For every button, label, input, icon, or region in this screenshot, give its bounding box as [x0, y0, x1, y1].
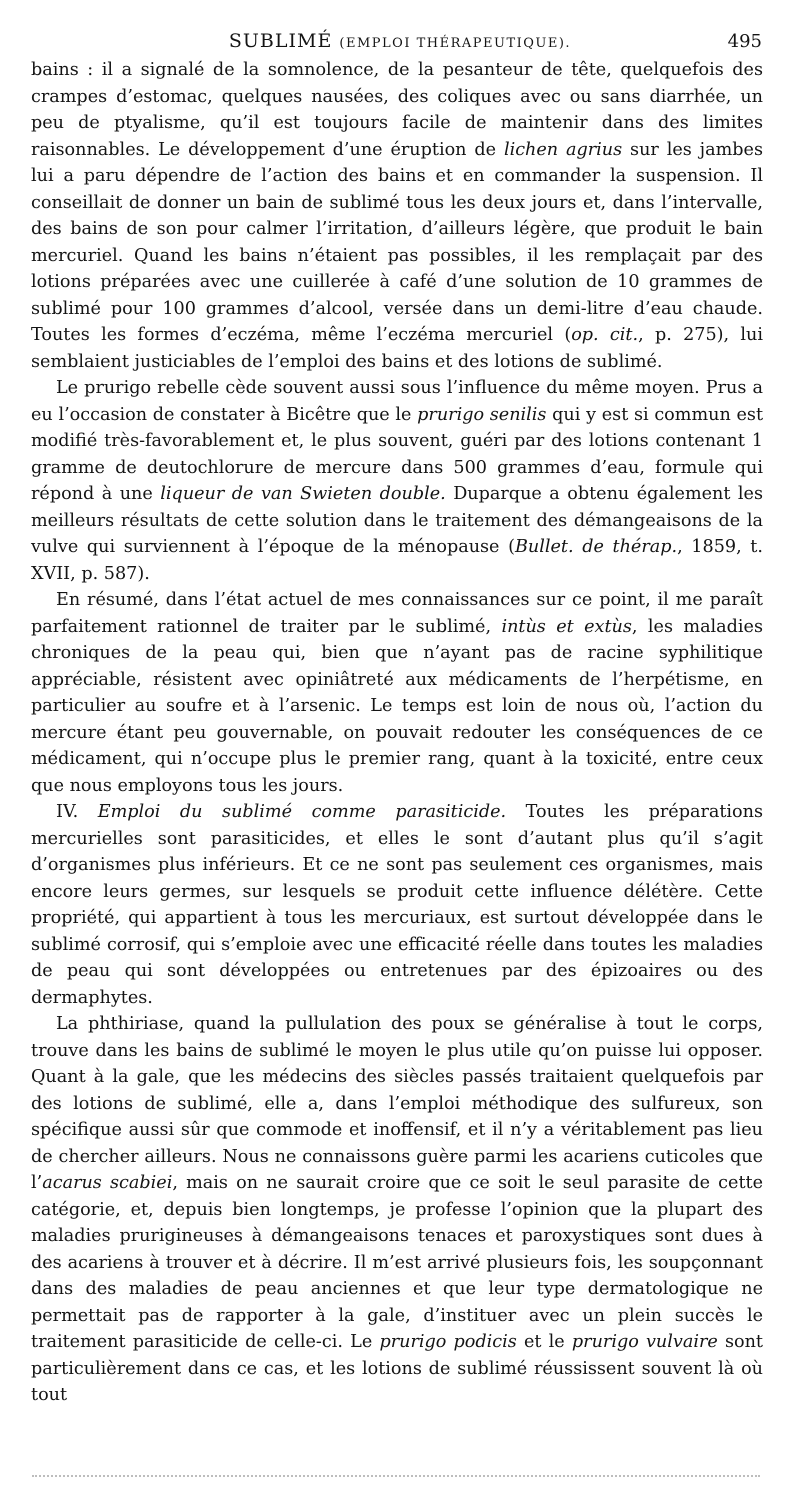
italic-term: lichen agrius: [503, 139, 623, 160]
paragraph: [31, 587, 763, 799]
section-paragraph: [31, 799, 763, 1011]
text-run: , 1859, t. XVII, p. 587).: [31, 537, 763, 584]
text-run: et le: [516, 1332, 572, 1352]
italic-term: liqueur de van Swieten double.: [160, 484, 446, 504]
text-run: , p. 275), lui semblaient justiciables de l’emploi des bains et des lotions de sublimé.: [31, 325, 763, 372]
paragraph: [31, 1011, 763, 1409]
text-run: En résumé, dans l’état actuel de mes connaissances sur ce point, il me paraît parfaitement rationnel de traiter par le sublimé,: [31, 590, 763, 637]
section-heading: Emploi du sublimé comme parasiticide.: [97, 802, 507, 822]
text-run: La phthiriase, quand la pullulation des poux se généralise à tout le corps, trouve dans les bains de sublimé le moyen le plus utile qu’on puisse lui opposer. Quant à la gale, que les médecins des siècles passés traitaient quelquefois par des lotions de sublimé, elle a, dans l’emploi méthodique des sulfureux, son spécifique aussi sûr que commode et inoffensif, et il n’y a véritablement pas lieu de chercher ailleurs. Nous ne connaissons guère parmi les acariens cuticoles que l’: [31, 1014, 763, 1193]
italic-term: acarus scabiei: [42, 1173, 173, 1193]
italic-term: prurigo vulvaire: [571, 1332, 718, 1352]
text-run: bains : il a signalé de la somnolence, de la pesanteur de tête, quelquefois des crampes d’estomac, quelques nausées, des coliques avec ou sans diarrhée, un peu de ptyalisme, qu’il est toujours facile de maintenir dans des limites raisonnables. Le développement d’une éruption de: [31, 60, 763, 160]
paragraph: [31, 375, 763, 587]
italic-term: intùs et extùs: [501, 616, 632, 637]
text-run: sont particulièrement dans ce cas, et les lotions de sublimé réussissent souvent là où tout: [31, 1332, 763, 1405]
italic-term: prurigo podicis: [379, 1332, 517, 1352]
body-text: [31, 57, 763, 1409]
bottom-bleed-line: [32, 1475, 760, 1477]
running-title-main: SUBLIMÉ: [228, 30, 333, 52]
paragraph: [31, 57, 763, 375]
text-run: Toutes les préparations mercurielles sont parasiticides, et elles le sont d’autant plus qu’il s’agit d’organismes plus inférieurs. Et ce ne sont pas seulement ces organismes, mais encore leurs germes, sur lesquels se produit cette influence délétère. Cette propriété, qui appartient à tous les mercuriaux, est surtout développée dans le sublimé corrosif, qui s’emploie avec une efficacité réelle dans toutes les maladies de peau qui sont développées ou entretenues par des épizoaires ou des dermaphytes.: [31, 802, 764, 1008]
running-title-sub: (EMPLOI THÉRAPEUTIQUE).: [339, 36, 572, 51]
section-number: IV.: [56, 802, 98, 822]
running-title: [30, 30, 770, 52]
italic-reference: op. cit.: [571, 325, 639, 345]
text-run: Le prurigo rebelle cède souvent aussi sous l’influence du même moyen. Prus a eu l’occasion de constater à Bicêtre que le: [31, 378, 763, 425]
text-run: Duparque a obtenu également les meilleurs résultats de cette solution dans le traitement des démangeaisons de la vulve qui surviennent à l’époque de la ménopause (: [31, 484, 763, 557]
text-run: , mais on ne saurait croire que ce soit le seul parasite de cette catégorie, et, depuis bien longtemps, je professe l’opinion que la plupart des maladies prurigineuses à démangeaisons tenaces et paroxystiques sont dues à des acariens à trouver et à décrire. Il m’est arrivé plusieurs fois, les soupçonnant dans des maladies de peau anciennes et que leur type dermatologique ne permettait pas de rapporter à la gale, d’instituer avec un plein succès le traitement parasiticide de celle-ci. Le: [31, 1173, 763, 1352]
text-run: , les maladies chroniques de la peau qui, bien que n’ayant pas de racine syphilitique appréciable, résistent avec opiniâtreté aux médicaments de l’herpétisme, en particulier au soufre et à l’arsenic. Le temps est loin de nous où, l’action du mercure étant peu gouvernable, on pouvait redouter les conséquences de ce médicament, qui n’occupe plus le premier rang, quant à la toxicité, entre ceux que nous employons tous les jours.: [31, 616, 764, 796]
italic-term: prurigo senilis: [417, 404, 547, 425]
text-run: qui y est si commun est modifié très-favorablement et, le plus souvent, guéri par des lotions contenant 1 gramme de deutochlorure de mercure dans 500 grammes d’eau, formule qui répond à une: [31, 404, 764, 504]
page-number: 495: [727, 31, 762, 52]
text-run: sur les jambes lui a paru dépendre de l’action des bains et en commander la suspension. Il conseillait de donner un bain de sublimé tous les deux jours et, dans l’intervalle, des bains de son pour calmer l’irritation, d’ailleurs légère, que produit le bain mercuriel. Quand les bains n’étaient pas possibles, il les remplaçait par des lotions préparées avec une cuillerée à café d’une solution de 10 grammes de sublimé pour 100 grammes d’alcool, versée dans un demi-litre d’eau chaude. Toutes les formes d’eczéma, même l’eczéma mercuriel (: [31, 139, 763, 345]
running-header: [30, 30, 770, 58]
italic-reference: Bullet. de thérap.: [514, 537, 678, 557]
